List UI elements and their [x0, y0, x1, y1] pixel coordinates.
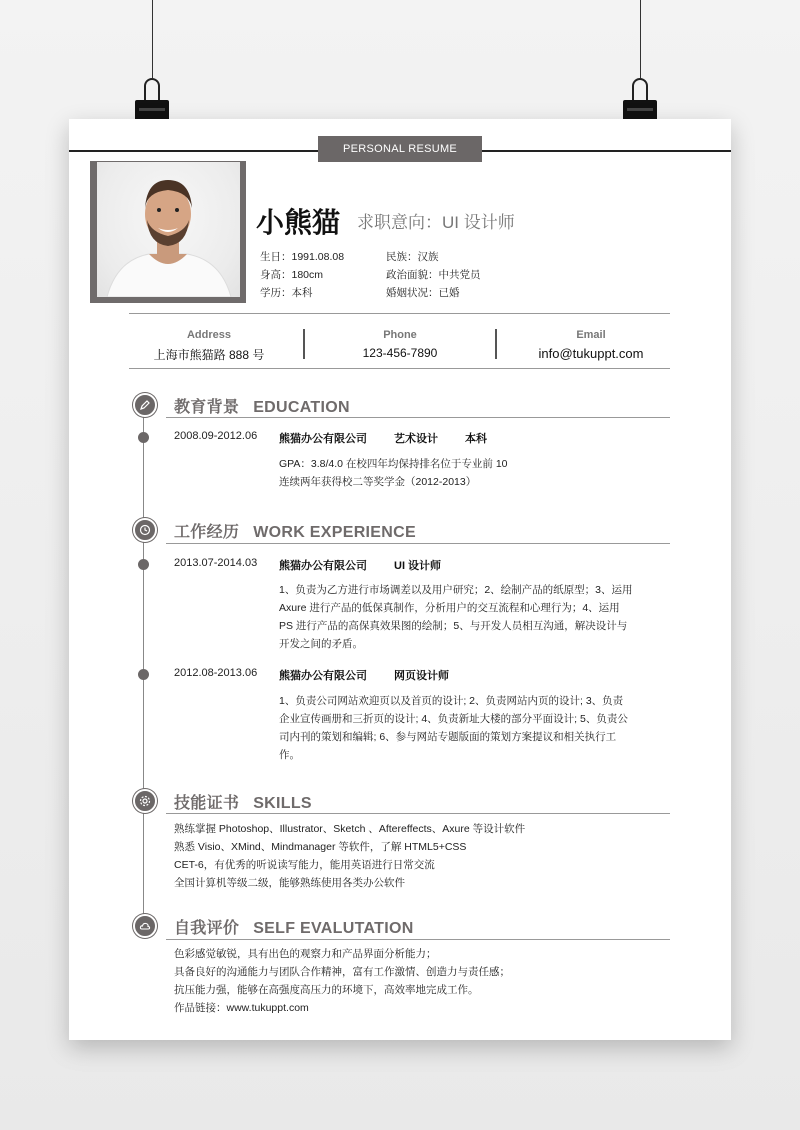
contact-email-label: Email	[576, 329, 606, 341]
work-period-2: 2012.08-2013.06	[174, 667, 258, 679]
skills-title-cn: 技能证书	[174, 795, 240, 812]
clock-icon	[133, 518, 157, 542]
work-detail-line: 开发之间的矛盾。	[279, 638, 363, 650]
education-entry-dot	[138, 432, 149, 443]
self-title	[174, 915, 414, 938]
work-details-2	[279, 692, 628, 764]
self-title-cn: 自我评价	[174, 920, 240, 937]
work-detail-line: Axure 进行产品的低保真制作，分析用户的交互流程和心理行为；4、运用	[279, 602, 620, 614]
contact-divider-2	[495, 329, 497, 359]
self-line: 具备良好的沟通能力与团队合作精神，富有工作激情、创造力与责任感；	[174, 966, 510, 978]
info-ethnicity: 民族：汉族	[386, 251, 439, 263]
info-political: 政治面貌：中共党员	[386, 269, 481, 281]
education-title-en: EDUCATION	[253, 399, 350, 416]
skill-line: 熟悉 Visio、XMind、Mindmanager 等软件，了解 HTML5+CSS	[174, 841, 467, 853]
work-role-1: UI 设计师	[394, 560, 442, 572]
work-title	[174, 519, 416, 542]
work-title-cn: 工作经历	[174, 524, 240, 541]
skills-list	[174, 820, 654, 892]
skills-title-en: SKILLS	[253, 795, 312, 812]
contact-address-label: Address	[186, 329, 232, 341]
work-detail-line: 1、负责公司网站欢迎页以及首页的设计; 2、负责网站内页的设计; 3、负责	[279, 695, 624, 707]
self-line: 作品链接：www.tukuppt.com	[174, 1002, 309, 1014]
info-marital: 婚姻状况：已婚	[386, 287, 460, 299]
work-title-en: WORK EXPERIENCE	[253, 524, 416, 541]
job-intent: 求职意向：UI 设计师	[357, 213, 515, 232]
self-list	[174, 945, 654, 1017]
resume-banner: PERSONAL RESUME	[318, 136, 482, 162]
info-height: 身高：180cm	[260, 269, 324, 281]
self-title-en: SELF EVALUTATION	[253, 920, 414, 937]
education-details	[279, 455, 619, 491]
contact-phone-value: 123-456-7890	[362, 346, 438, 360]
info-right	[386, 248, 481, 302]
work-org-1: 熊猫办公有限公司	[279, 560, 367, 572]
education-degree: 本科	[465, 433, 487, 445]
info-education: 学历：本科	[260, 287, 313, 299]
education-detail-line: GPA：3.8/4.0 在校四年均保持排名位于专业前 10	[279, 458, 508, 470]
self-line: 色彩感觉敏锐，具有出色的观察力和产品界面分析能力；	[174, 948, 437, 960]
skills-divider	[166, 813, 670, 814]
skill-line: CET-6，有优秀的听说读写能力，能用英语进行日常交流	[174, 859, 435, 871]
contact-email-value: info@tukuppt.com	[538, 346, 644, 361]
self-line: 抗压能力强，能够在高强度高压力的环境下，高效率地完成工作。	[174, 984, 479, 996]
work-details-1	[279, 581, 633, 653]
skill-line: 熟练掌握 Photoshop、Illustrator、Sketch 、Aftereffects、Axure 等设计软件	[174, 823, 526, 835]
education-title	[174, 394, 350, 417]
work-detail-line: 司内刊的策划和编辑; 6、参与网站专题版面的策划方案提议和相关执行工	[279, 731, 617, 743]
education-detail-line: 连续两年获得校二等奖学金（2012-2013）	[279, 476, 477, 488]
education-period: 2008.09-2012.06	[174, 430, 258, 442]
work-org-2: 熊猫办公有限公司	[279, 670, 367, 682]
info-left	[260, 248, 344, 302]
cloud-icon	[133, 914, 157, 938]
work-entry-dot	[138, 559, 149, 570]
work-detail-line: PS 进行产品的高保真效果图的绘制；5、与开发人员相互沟通，解决设计与	[279, 620, 628, 632]
skills-title	[174, 790, 312, 813]
education-major: 艺术设计	[394, 433, 438, 445]
contact-phone-label: Phone	[383, 329, 417, 341]
work-period-1: 2013.07-2014.03	[174, 557, 258, 569]
pencil-icon	[133, 393, 157, 417]
info-birthday: 生日：1991.08.08	[260, 251, 345, 263]
contact-divider-bottom	[129, 368, 670, 369]
skill-line: 全国计算机等级二级，能够熟练使用各类办公软件	[174, 877, 405, 889]
candidate-name: 小熊猫	[256, 207, 341, 238]
profile-photo	[97, 162, 240, 297]
hanging-string-right	[640, 0, 641, 78]
work-role-2: 网页设计师	[394, 670, 449, 682]
gear-icon	[133, 789, 157, 813]
work-divider	[166, 543, 670, 544]
resume-paper	[69, 119, 731, 1040]
education-org: 熊猫办公有限公司	[279, 433, 367, 445]
work-detail-line: 1、负责为乙方进行市场调差以及用户研究；2、绘制产品的纸原型；3、运用	[279, 584, 633, 596]
education-divider	[166, 417, 670, 418]
work-detail-line: 作。	[279, 749, 300, 761]
self-divider	[166, 939, 670, 940]
work-entry-dot	[138, 669, 149, 680]
contact-address-value: 上海市熊猫路 888 号	[153, 348, 265, 362]
education-title-cn: 教育背景	[174, 399, 240, 416]
contact-divider-1	[303, 329, 305, 359]
contact-divider-top	[129, 313, 670, 314]
hanging-string-left	[152, 0, 153, 78]
work-detail-line: 企业宣传画册和三折页的设计; 4、负责新址大楼的部分平面设计; 5、负责公	[279, 713, 628, 725]
